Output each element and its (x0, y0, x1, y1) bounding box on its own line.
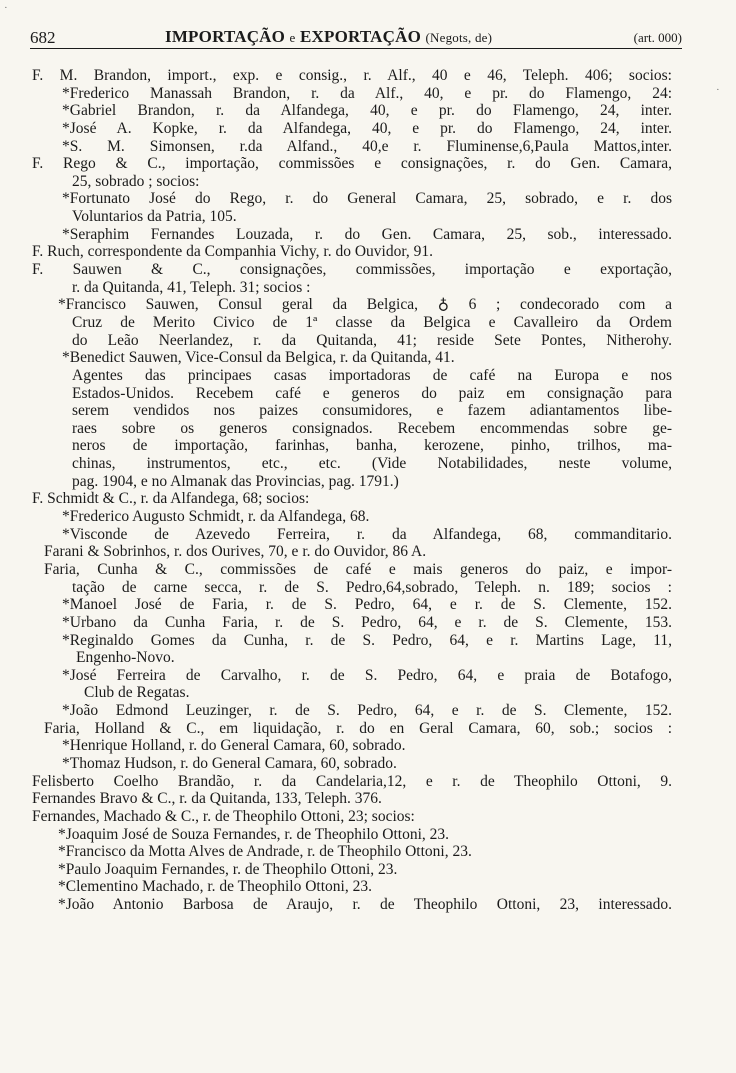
listing-line: Voluntarios da Patria, 105. (72, 208, 237, 226)
listing-line: Fernandes, Machado & C., r. de Theophilo Ottoni, 23; socios: (32, 807, 415, 825)
title-subtitle: (Negots, de) (425, 30, 493, 45)
page-title (165, 27, 492, 47)
listing-line: 25, sobrado ; socios: (72, 172, 200, 190)
listing-line: *Paulo Joaquim Fernandes, r. de Theophilo Ottoni, 23. (58, 860, 398, 878)
listing-line: Fernandes Bravo & C., r. da Quitanda, 133, Teleph. 376. (32, 790, 382, 808)
page-number: 682 (30, 28, 56, 47)
listing-line: Cruz de Merito Civico de 1ª classe da Belgica e Cavalleiro da Ordem (72, 313, 672, 331)
page-header (30, 24, 682, 49)
listing-line: neros de importação, farinhas, banha, kerozene, pinho, trilhos, ma- (72, 437, 672, 455)
title-exportacao: EXPORTAÇÃO (299, 27, 422, 46)
listing-line: *Thomaz Hudson, r. do General Camara, 60, sobrado. (62, 754, 397, 772)
listing-line: *Visconde de Azevedo Ferreira, r. da Alfandega, 68, commanditario. (62, 525, 672, 543)
directory-listing (22, 67, 672, 914)
listing-line: *Frederico Manassah Brandon, r. da Alf., 40, e pr. do Flamengo, 24: (62, 84, 672, 102)
article-ref: (art. 000) (633, 30, 682, 45)
listing-line: Agentes das principaes casas importadoras de café na Europa e nos (72, 366, 672, 384)
listing-line: r. da Quitanda, 41, Teleph. 31; socios : (72, 278, 311, 296)
listing-line: tação de carne secca, r. de S. Pedro,64,sobrado, Teleph. n. 189; socios : (72, 578, 672, 596)
listing-line: chinas, instrumentos, etc., etc. (Vide Notabilidades, neste volume, (72, 455, 672, 473)
listing-line: *Joaquim José de Souza Fernandes, r. de Theophilo Ottoni, 23. (58, 825, 450, 843)
listing-line: F. Sauwen & C., consignações, commissões, importação e exportação, (32, 261, 672, 279)
listing-line: F. Rego & C., importação, commissões e consignações, r. do Gen. Camara, (32, 155, 672, 173)
scan-speck: · (716, 84, 720, 96)
listing-line: *José Ferreira de Carvalho, r. de S. Pedro, 64, e praia de Botafogo, (62, 666, 672, 684)
listing-line: Club de Regatas. (84, 684, 190, 702)
listing-line: serem vendidos nos paizes consumidores, e fazem adiantamentos libe- (72, 402, 672, 420)
listing-line: *Henrique Holland, r. do General Camara, 60, sobrado. (62, 737, 406, 755)
listing-line: *Francisco Sauwen, Consul geral da Belgica, ♁ 6 ; condecorado com a (58, 296, 672, 314)
listing-line: *Francisco da Motta Alves de Andrade, r. de Theophilo Ottoni, 23. (58, 843, 472, 861)
listing-line: *Manoel José de Faria, r. de S. Pedro, 64, e r. de S. Clemente, 152. (62, 596, 672, 614)
listing-line: raes sobre os generos consignados. Recebem encommendas sobre ge- (72, 419, 672, 437)
listing-line: pag. 1904, e no Almanak das Provincias, pag. 1791.) (72, 472, 399, 490)
listing-line: *Seraphim Fernandes Louzada, r. do Gen. Camara, 25, sob., interessado. (62, 225, 672, 243)
listing-line: *Fortunato José do Rego, r. do General Camara, 25, sobrado, e r. dos (62, 190, 672, 208)
listing-line: F. M. Brandon, import., exp. e consig., r. Alf., 40 e 46, Teleph. 406; socios: (32, 67, 672, 84)
listing-line: Estados-Unidos. Recebem café e generos do paiz em consignação para (72, 384, 672, 402)
listing-line: Faria, Cunha & C., commissões de café e mais generos do paiz, e impor- (44, 560, 672, 578)
title-importacao: IMPORTAÇÃO (165, 27, 286, 46)
listing-line: Felisberto Coelho Brandão, r. da Candelaria,12, e r. de Theophilo Ottoni, 9. (32, 772, 672, 790)
listing-line: *João Antonio Barbosa de Araujo, r. de Theophilo Ottoni, 23, interessado. (58, 896, 672, 914)
listing-line: *Reginaldo Gomes da Cunha, r. de S. Pedro, 64, e r. Martins Lage, 11, (62, 631, 672, 649)
listing-line: Faria, Holland & C., em liquidação, r. do en Geral Camara, 60, sob.; socios : (44, 719, 672, 737)
listing-line: F. Schmidt & C., r. da Alfandega, 68; socios: (32, 490, 310, 508)
listing-line: Engenho-Novo. (76, 649, 175, 667)
listing-line: F. Ruch, correspondente da Companhia Vichy, r. do Ouvidor, 91. (32, 243, 434, 261)
listing-line: *Gabriel Brandon, r. da Alfandega, 40, e pr. do Flamengo, 24, inter. (62, 102, 672, 120)
listing-line: *Clementino Machado, r. de Theophilo Ottoni, 23. (58, 878, 372, 896)
listing-line: *José A. Kopke, r. da Alfandega, 40, e pr. do Flamengo, 24, inter. (62, 119, 672, 137)
scan-speck: · (4, 2, 8, 14)
listing-line: do Leão Neerlandez, r. da Quitanda, 41; reside Sete Pontes, Nitherohy. (72, 331, 672, 349)
listing-line: *Frederico Augusto Schmidt, r. da Alfandega, 68. (62, 508, 370, 526)
listing-line: *S. M. Simonsen, r.da Alfand., 40,e r. Fluminense,6,Paula Mattos,inter. (62, 137, 672, 155)
title-conjunction: e (289, 30, 296, 45)
listing-line: Farani & Sobrinhos, r. dos Ourives, 70, e r. do Ouvidor, 86 A. (44, 543, 427, 561)
listing-line: *Urbano da Cunha Faria, r. de S. Pedro, 64, e r. de S. Clemente, 153. (62, 613, 672, 631)
listing-line: *Benedict Sauwen, Vice-Consul da Belgica, r. da Quitanda, 41. (62, 349, 455, 367)
listing-line: *João Edmond Leuzinger, r. de S. Pedro, 64, e r. de S. Clemente, 152. (62, 702, 672, 720)
